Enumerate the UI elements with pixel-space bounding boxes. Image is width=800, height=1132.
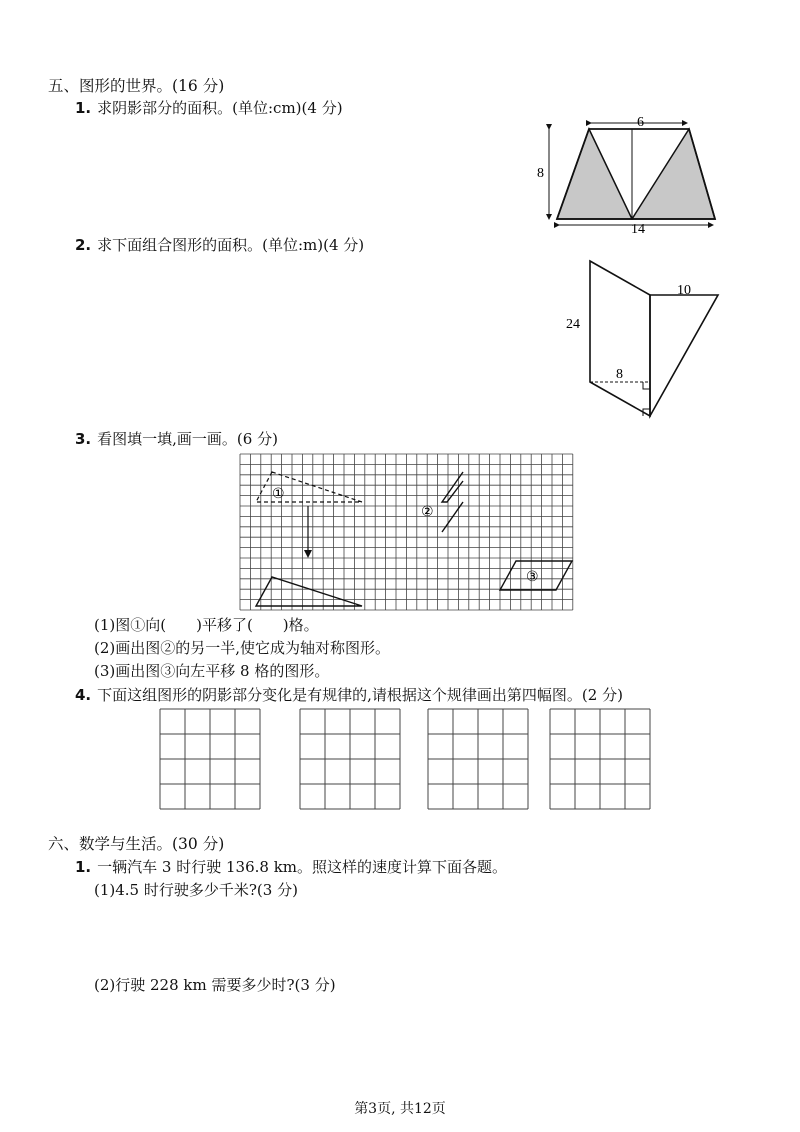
question-5-1: [75, 98, 343, 118]
dim-right: 10: [677, 283, 691, 298]
q3-sub-1: (1)图①向( )平移了( )格。: [94, 616, 319, 634]
question-text: 一辆汽车 3 时行驶 136.8 km。照这样的速度计算下面各题。: [97, 858, 508, 876]
shaded-triangle-left: [557, 129, 632, 219]
question-text: 求阴影部分的面积。(单位:cm)(4 分): [97, 99, 343, 117]
pattern-grid-3: [428, 709, 528, 809]
pattern-grid-1: [160, 709, 260, 809]
question-number: 4.: [75, 686, 92, 704]
question-number: 1.: [75, 858, 92, 876]
pattern-grid-2: [300, 709, 400, 809]
shape-2: [442, 472, 463, 502]
question-5-3: [75, 429, 278, 449]
shape-3-label: ③: [526, 569, 539, 585]
dim-top: 6: [637, 115, 644, 130]
dim-bottom: 14: [631, 222, 645, 237]
pattern-grids: [150, 705, 650, 815]
dim-left: 24: [566, 317, 580, 332]
question-text: 求下面组合图形的面积。(单位:m)(4 分): [97, 236, 365, 254]
section5-heading: 五、图形的世界。(16 分): [48, 77, 225, 95]
q6-sub-2: (2)行驶 228 km 需要多少时?(3 分): [94, 976, 336, 994]
question-5-4: [75, 685, 623, 705]
question-number: 1.: [75, 99, 92, 117]
section6-heading: 六、数学与生活。(30 分): [48, 835, 225, 853]
shape-1-label: ①: [272, 486, 285, 502]
translation-grid: [236, 450, 576, 610]
question-number: 3.: [75, 430, 92, 448]
dim-base: 8: [616, 367, 623, 382]
pattern-grid-4: [550, 709, 650, 809]
combined-shape-figure: [560, 255, 740, 425]
question-text: 下面这组图形的阴影部分变化是有规律的,请根据这个规律画出第四幅图。(2 分): [97, 686, 623, 704]
shape-2-label: ②: [421, 504, 434, 520]
dim-height: 8: [537, 166, 544, 181]
shape-1-moved: [256, 577, 362, 606]
question-number: 2.: [75, 236, 92, 254]
question-5-2: [75, 235, 364, 255]
page-footer: 第3页, 共12页: [354, 1101, 446, 1117]
q3-sub-2: (2)画出图②的另一半,使它成为轴对称图形。: [94, 639, 391, 657]
question-text: 看图填一填,画一画。(6 分): [97, 430, 278, 448]
q6-sub-1: (1)4.5 时行驶多少千米?(3 分): [94, 881, 298, 899]
trapezoid-figure: [515, 112, 745, 237]
q3-sub-3: (3)画出图③向左平移 8 格的图形。: [94, 662, 330, 680]
question-6-1: [75, 857, 507, 877]
